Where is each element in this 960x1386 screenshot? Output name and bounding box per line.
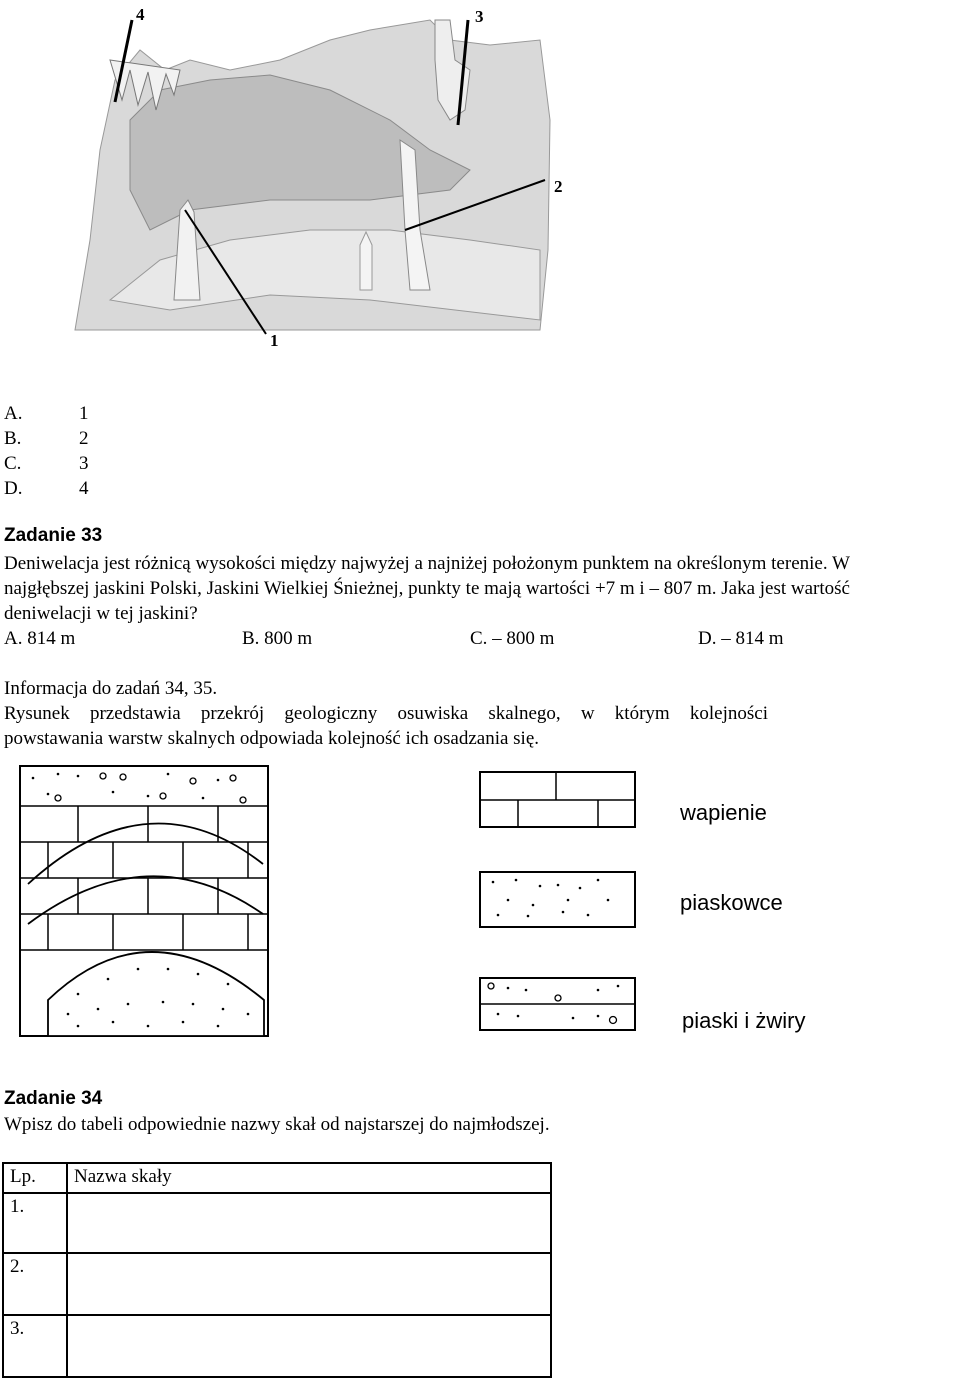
- info-block: [4, 676, 768, 751]
- zadanie33-line3: deniwelacji w tej jaskini?: [4, 603, 198, 624]
- option-b: B. 2: [4, 428, 89, 449]
- cave-illustration: [70, 0, 563, 350]
- zadanie33-line1: Deniwelacja jest różnicą wysokości między najwyżej a najniżej położonym punktem na określonym terenie. W: [4, 553, 850, 574]
- row-number: 2.: [3, 1253, 67, 1315]
- zadanie33-option-a: A. 814 m: [4, 628, 76, 649]
- zadanie33-title: Zadanie 33: [4, 525, 103, 546]
- answer-cell[interactable]: [67, 1253, 551, 1315]
- answer-cell[interactable]: [67, 1315, 551, 1377]
- table-row: [3, 1193, 551, 1253]
- zadanie34-title: Zadanie 34: [4, 1088, 103, 1109]
- cave-label-2: 2: [554, 177, 563, 196]
- legend-sand-gravel-swatch: [478, 976, 638, 1034]
- cave-label-1: 1: [270, 331, 279, 350]
- row-number: 3.: [3, 1315, 67, 1377]
- zadanie34-instruction: Wpisz do tabeli odpowiednie nazwy skał od najstarszej do najmłodszej.: [4, 1114, 550, 1135]
- answer-table-header: [3, 1163, 551, 1193]
- zadanie33-text: [4, 551, 960, 626]
- legend-sandstone-label: piaskowce: [680, 890, 783, 915]
- answer-table: [2, 1162, 552, 1378]
- info-heading: Informacja do zadań 34, 35.: [4, 678, 218, 699]
- row-number: 1.: [3, 1193, 67, 1253]
- legend-limestone-label: wapienie: [680, 800, 767, 825]
- header-rock-name: Nazwa skały: [67, 1163, 551, 1193]
- cave-label-3: 3: [475, 7, 484, 26]
- legend-sand-gravel-label: piaski i żwiry: [682, 1008, 806, 1033]
- zadanie33-option-c: C. – 800 m: [470, 628, 555, 649]
- table-row: [3, 1253, 551, 1315]
- info-line1: Rysunek przedstawia przekrój geologiczny osuwiska skalnego, w którym kolejności: [4, 703, 768, 724]
- cave-label-4: 4: [136, 5, 145, 24]
- table-row: [3, 1315, 551, 1377]
- legend-limestone-swatch: [478, 770, 638, 830]
- option-c: C. 3: [4, 453, 89, 474]
- answer-cell[interactable]: [67, 1193, 551, 1253]
- geological-cross-section: [18, 764, 272, 1040]
- header-lp: Lp.: [3, 1163, 67, 1193]
- question32-options: [4, 401, 89, 501]
- option-a: A. 1: [4, 403, 89, 424]
- zadanie33-option-d: D. – 814 m: [698, 628, 784, 649]
- legend-sandstone-swatch: [478, 870, 638, 930]
- info-line2: powstawania warstw skalnych odpowiada kolejność ich osadzania się.: [4, 728, 540, 749]
- option-d: D. 4: [4, 478, 89, 499]
- zadanie33-line2: najgłębszej jaskini Polski, Jaskini Wielkiej Śnieżnej, punkty te mają wartości +7 m i – 807 m. Jaka jest wartość: [4, 578, 850, 599]
- zadanie33-option-b: B. 800 m: [242, 628, 313, 649]
